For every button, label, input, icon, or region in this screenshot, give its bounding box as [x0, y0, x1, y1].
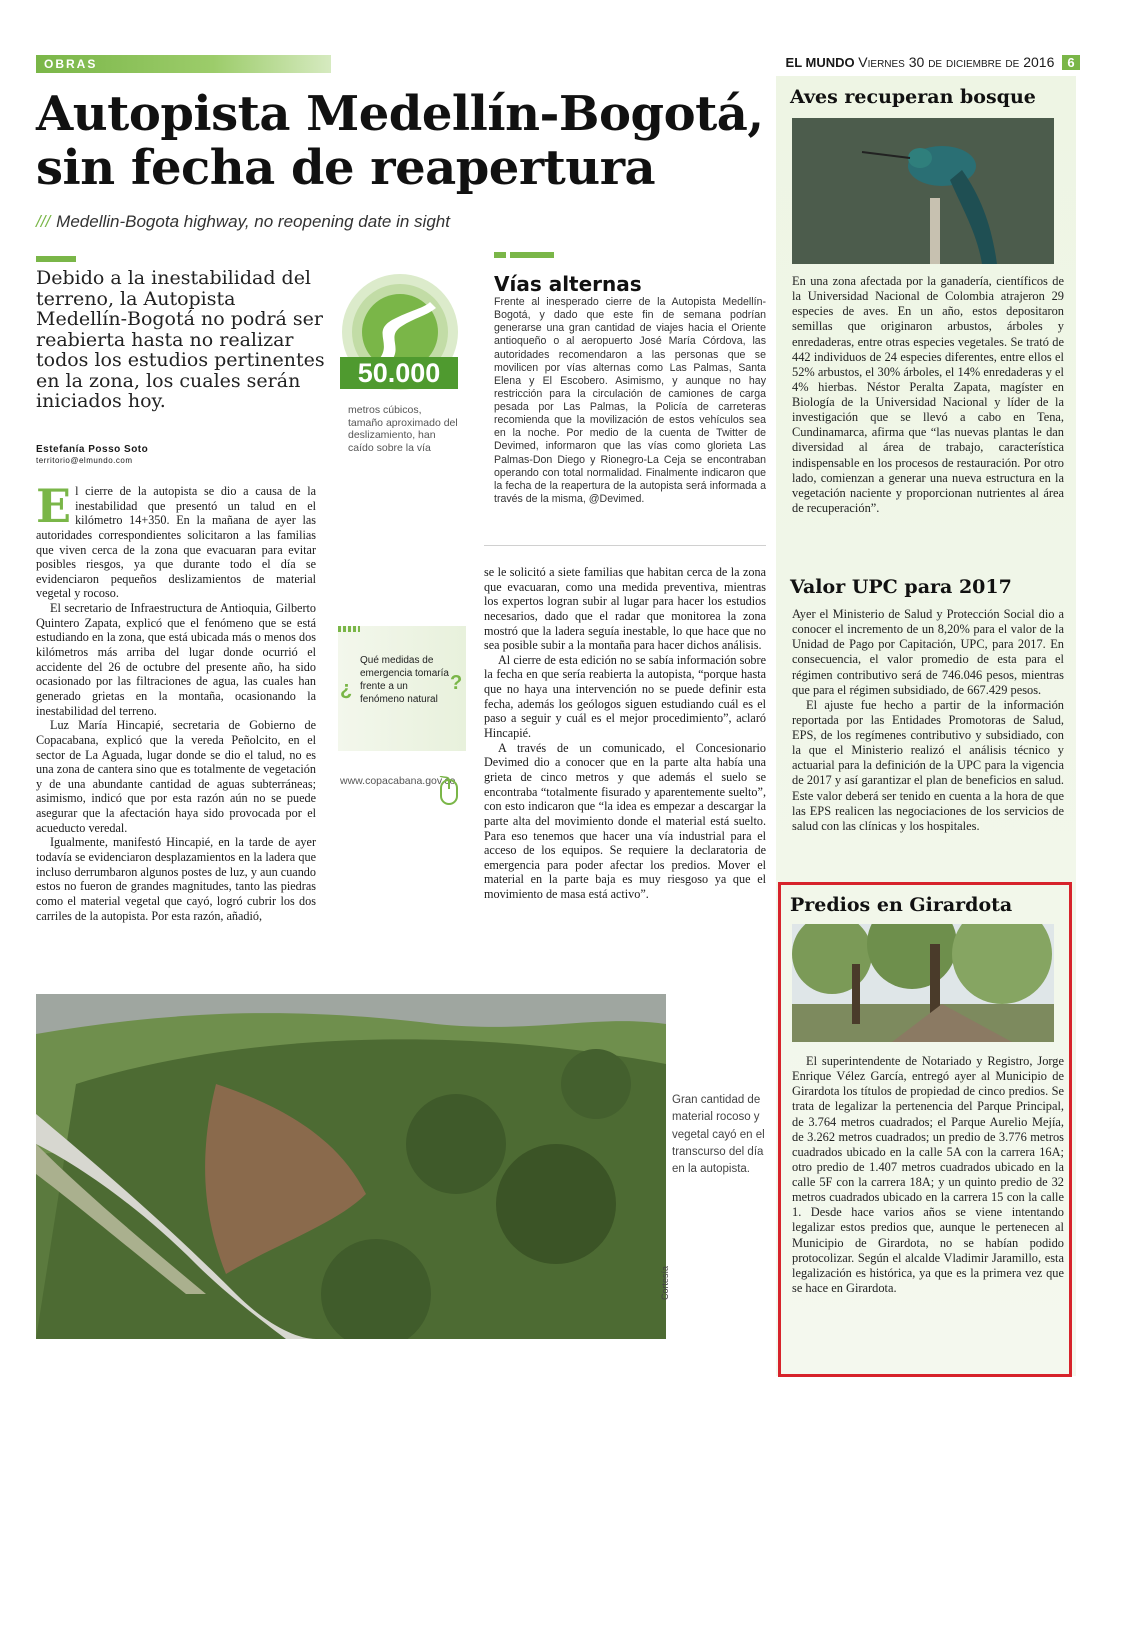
vias-title: Vías alternas — [494, 272, 642, 296]
paragraph: El cierre de la autopista se dio a causa de la inestabilidad que presentó un talud en el kilómetro 14+350. En la mañana de ayer las autoridades correspondientes solicitaron a las familias que viven cerca de la zona que evacuaran para evitar posibles riesgos, ya que durante todo el día se evidenciaron pequeños deslizamientos de material vegetal y rocoso. — [36, 479, 316, 601]
divider — [484, 545, 766, 546]
paragraph: En una zona afectada por la ganadería, científicos de la Universidad Nacional de Colombia atrajeron 29 especies de aves. En un año, estos depositaron semillas que originaron arbustos, árboles y enredaderas, entre otras especies vegetales. Se trató de 442 individuos de 24 especies diferentes, entre ellos el 52% arbustos, el 30% árboles, el 14% enredaderas y el 4% hierbas. Néstor Peralta Zapata, magíster en Biología de la Universidad Nacional y líder de la investigación que se llevó a cabo en Tena, Cundinamarca, afirma que “las nuevas plantas le dan diversidad al área de trabajo, característica indispensable en los procesos de restauración. Por otro lado, comienzan a generar una nueva estructura en la vegetación naciente y proporcionan nutrientes al área de recuperación”. — [792, 274, 1064, 515]
byline — [36, 444, 326, 465]
question-open-mark: ¿ — [340, 678, 353, 700]
author-email[interactable]: territorio@elmundo.com — [36, 456, 133, 465]
article-lead: Debido a la inestabilidad del terreno, la Autopista Medellín-Bogotá no podrá ser reabierta hasta no realizar todos los estudios pertinentes en la zona, los cuales serán iniciados hoy. — [36, 267, 325, 413]
lead-accent-bar — [36, 256, 76, 262]
paragraph: Ayer el Ministerio de Salud y Protección Social dio a conocer el incremento de un 8,20% para el valor de la Unidad de Pago por Capitación, UPC, para 2017. En consecuencia, el valor promedio de esta para el régimen contributivo será de 746.046 pesos, mientras que para el régimen subsidiado, de 667.429 pesos. — [792, 607, 1064, 697]
question-box — [338, 626, 466, 751]
box-accent — [494, 252, 554, 258]
highlight-box — [778, 882, 1072, 1377]
article-column-1 — [36, 479, 316, 923]
paragraph: El ajuste fue hecho a partir de la información reportada por las Entidades Promotoras de Salud, EPS, de los regímenes contributivo y subsidiado, con la que el Ministerio realizó el análisis técnico y actuarial para la definición de la UPC para la vigencia de 2017 y así garantizar el plan de beneficios en salud. Este valor deberá ser tenido en cuenta a la hora de que las EPS realicen las negociaciones de los servicios de salud con las clínicas y los hospitales. — [792, 697, 1064, 833]
hummingbird-photo — [792, 118, 1054, 264]
website-link[interactable]: www.copacabana.gov.co — [340, 775, 456, 787]
article-headline: Autopista Medellín-Bogotá, sin fecha de reapertura — [36, 86, 764, 196]
paper-name: EL MUNDO — [785, 55, 855, 70]
photo-caption: Gran cantidad de material rocoso y vegetal cayó en el transcurso del día en la autopista. — [672, 1094, 765, 1175]
predios-title: Predios en Girardota — [790, 894, 1013, 916]
box-accent — [338, 626, 360, 632]
page-number: 6 — [1062, 55, 1080, 70]
article-subhead — [36, 212, 736, 232]
paragraph: se le solicitó a siete familias que habitan cerca de la zona que evacuaran, como una medida preventiva, mientras los expertos logran subir al lugar para hacer los estudios necesarios, dado que el radar que monitorea la zona mostró que la ladera seguía inestable, lo que hace que no sea posible subir a la montaña para hacer dichos análisis. — [484, 565, 766, 653]
paragraph: Igualmente, manifestó Hincapié, en la tarde de ayer todavía se evidenciaron desplazamientos en la ladera que incluso derrumbaron algunos postes de luz, y aun cuando estos no fueron de grandes magnitudes, tanto las piedras como el material vegetal que cayó, logró cubrir los dos carriles de la autopista. Por esta razón, añadió, — [36, 835, 316, 923]
stat-value: 50.000 — [340, 357, 458, 389]
photo-credit: Cortesía — [660, 1265, 670, 1300]
question-close-mark: ? — [450, 672, 463, 694]
slash-decoration: /// — [36, 212, 51, 231]
paragraph: Al cierre de esta edición no se sabía información sobre la fecha en que sería reabierta la autopista, “porque hasta que no haya una intervención no se puede definir esta fecha, además los geólogos siguen estudiando cuál es el paso a seguir y cuál es el mejor procedimiento”, aclaró Hincapié. — [484, 652, 766, 741]
subhead-text: Medellin-Bogota highway, no reopening date in sight — [56, 212, 450, 231]
article-column-2 — [484, 565, 766, 902]
issue-date: Viernes 30 de diciembre de 2016 — [858, 54, 1055, 70]
section-tag: OBRAS — [36, 55, 331, 73]
upc-text — [792, 607, 1064, 834]
upc-title: Valor UPC para 2017 — [790, 576, 1012, 598]
masthead — [760, 54, 1080, 70]
paragraph: A través de un comunicado, el Concesionario Devimed dio a conocer que en la parte alta había una grieta de cinco metros y que además el suelo se encontraba “totalmente fisurado y aparentemente suelto”, con esto indicaron que “la idea es empezar a descargar la parte alta del movimiento donde el material está suelto. Para eso tenemos que hacer una vía industrial para el acceso de los equipos. Se requiere la declaratoria de emergencia para poder afectar los predios. Mover el material en la parte baja es muy riesgoso ya que el movimiento de masa está activo”. — [484, 740, 766, 902]
question-text: Qué medidas de emergencia tomaría frente a un fenómeno natural — [360, 655, 449, 705]
vias-alternas-box — [484, 252, 766, 506]
landslide-photo — [36, 994, 666, 1339]
aves-text — [792, 274, 1064, 516]
paragraph: Luz María Hincapié, secretaria de Gobierno de Copacabana, explicó que la vereda Peñolcito, en el sector de La Aguada, lugar donde se dio el talud, no es una zona de cantera sino que es totalmente de vegetación y de una abundante cantidad de aguas subterráneas; asimismo, indicó que por esta razón aún no se puede asegurar que la afectación haya sido provocada por el acueducto veredal. — [36, 718, 316, 835]
paragraph: El secretario de Infraestructura de Antioquia, Gilberto Quintero Zapata, explicó que el fenómeno que se está estudiando en la zona, que está ubicada más o menos dos kilómetros más arriba del lugar donde ocurrió el accidente del 26 de octubre del presente año, ha sido ocasionado por las filtraciones de agua, las cuales han generado grietas en la montaña, ocasionando la inestabilidad del terreno. — [36, 601, 316, 718]
author-name: Estefanía Posso Soto — [36, 444, 149, 455]
stat-caption: metros cúbicos, tamaño aproximado del deslizamiento, han caído sobre la vía — [348, 404, 458, 454]
vias-text: Frente al inesperado cierre de la Autopista Medellín-Bogotá, y dado que este fin de semana podrían generarse una gran cantidad de viajes hacia el Oriente antioqueño o al aeropuerto José María Córdova, las autoridades recomendaron a las personas que se movilicen por vías alternas como Las Palmas, Santa Elena y El Escobero. Asimismo, y aunque no hay restricción para la circulación de camiones de carga pesada por Las Palmas, la Policía de carreteras recomienda que la movilización de estos vehículos sea en la noche. Por medio de la cuenta de Twitter de Devimed, informaron que las vías como glorieta Las Palmas-Don Diego y Rionegro-La Ceja se encontraban operando con total normalidad. Finalmente indicaron que la fecha de la reapertura de la autopista será informada a través de la misma, @Devimed. — [494, 296, 766, 505]
aves-title: Aves recuperan bosque — [790, 86, 1036, 108]
paragraph: El superintendente de Notariado y Registro, Jorge Enrique Vélez García, entregó ayer al Municipio de Girardota los títulos de propiedad de cinco predios. Se trata de legalizar la pertenencia del Parque Principal, de 3.764 metros cuadrados; el Parque Aurelio Mejía, de 3.262 metros cuadrados; un predio de 3.776 metros cuadrados ubicado en la calle 5A con la carrera 16A; otro predio de 1.407 metros cuadrados ubicado en la calle 5F con la carrera 18A; y un quinto predio de 32 metros cuadrados ubicado en la carrera 15 con la calle 1. Desde hace varios años se viene intentando legalizar estos predios que, aunque le pertenecen al Municipio de Girardota, no se habían podido protocolizar. Según el alcalde Vladimir Jaramillo, esta legalización es histórica, ya que es la primera vez que se hace en Girardota. — [792, 1054, 1064, 1295]
drop-cap: E — [36, 479, 72, 533]
mouse-icon — [438, 776, 460, 806]
